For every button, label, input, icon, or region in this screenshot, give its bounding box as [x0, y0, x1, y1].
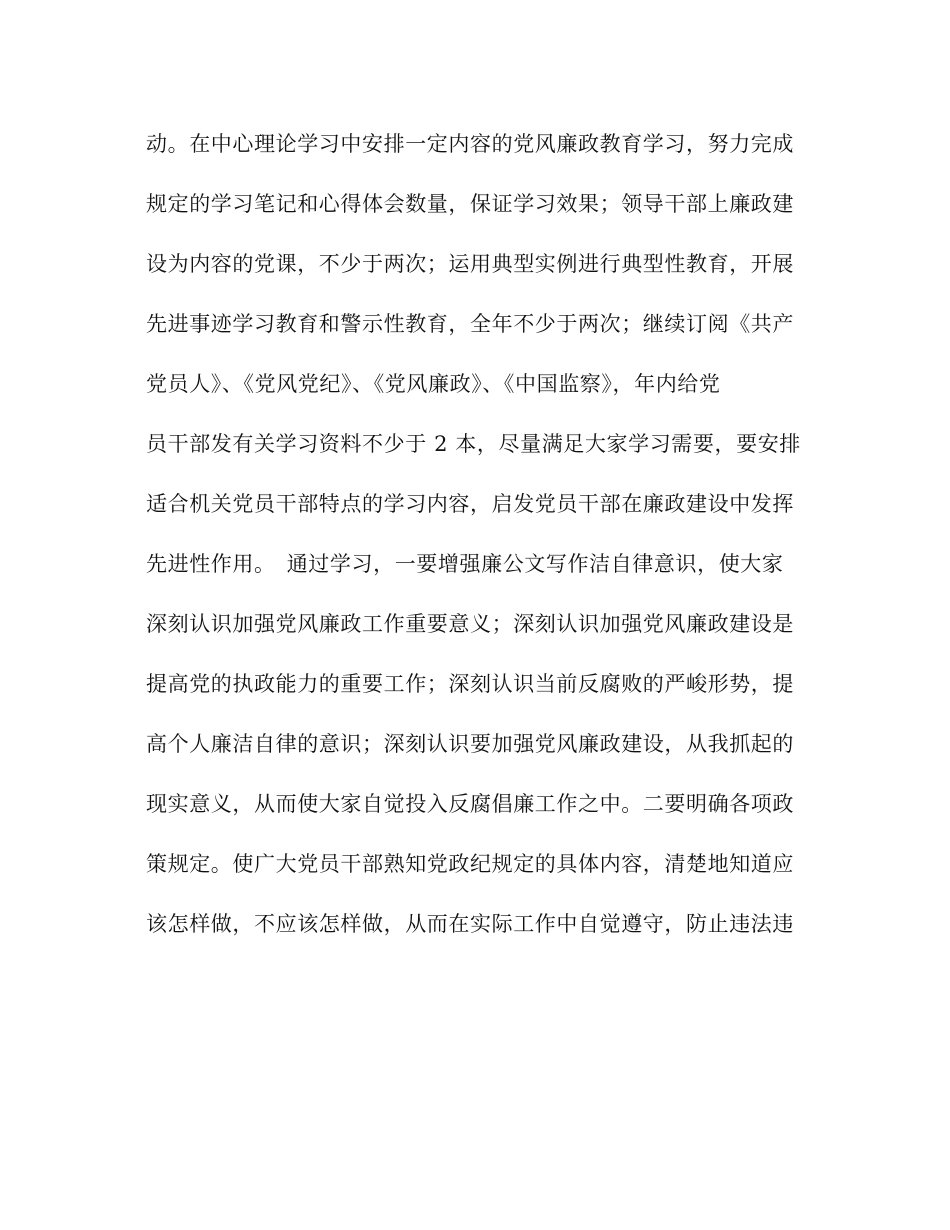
text-line: 员干部发有关学习资料不少于 2 本，尽量满足大家学习需要，要安排	[146, 432, 801, 456]
text-line: 深刻认识加强党风廉政工作重要意义；深刻认识加强党风廉政建设是	[146, 612, 794, 636]
text-line: 提高党的执政能力的重要工作；深刻认识当前反腐败的严峻形势，提	[146, 672, 794, 696]
text-line: 党员人》、《党风党纪》、《党风廉政》、《中国监察》，年内给党	[146, 372, 721, 396]
text-line: 现实意义，从而使大家自觉投入反腐倡廉工作之中。二要明确各项政	[146, 792, 794, 816]
text-line: 先进事迹学习教育和警示性教育，全年不少于两次；继续订阅《共产	[146, 312, 794, 336]
text-line: 该怎样做，不应该怎样做，从而在实际工作中自觉遵守，防止违法违	[146, 912, 794, 936]
text-line: 动。在中心理论学习中安排一定内容的党风廉政教育学习，努力完成	[146, 132, 794, 156]
text-line: 适合机关党员干部特点的学习内容，启发党员干部在廉政建设中发挥	[146, 492, 794, 516]
text-line: 设为内容的党课，不少于两次；运用典型实例进行典型性教育，开展	[146, 252, 794, 276]
text-line: 先进性作用。 通过学习，一要增强廉公文写作洁自律意识，使大家	[146, 552, 784, 576]
text-line: 规定的学习笔记和心得体会数量，保证学习效果；领导干部上廉政建	[146, 192, 794, 216]
body-text	[146, 124, 806, 964]
text-line: 高个人廉洁自律的意识；深刻认识要加强党风廉政建设，从我抓起的	[146, 732, 794, 756]
text-line: 策规定。使广大党员干部熟知党政纪规定的具体内容，清楚地知道应	[146, 852, 794, 876]
